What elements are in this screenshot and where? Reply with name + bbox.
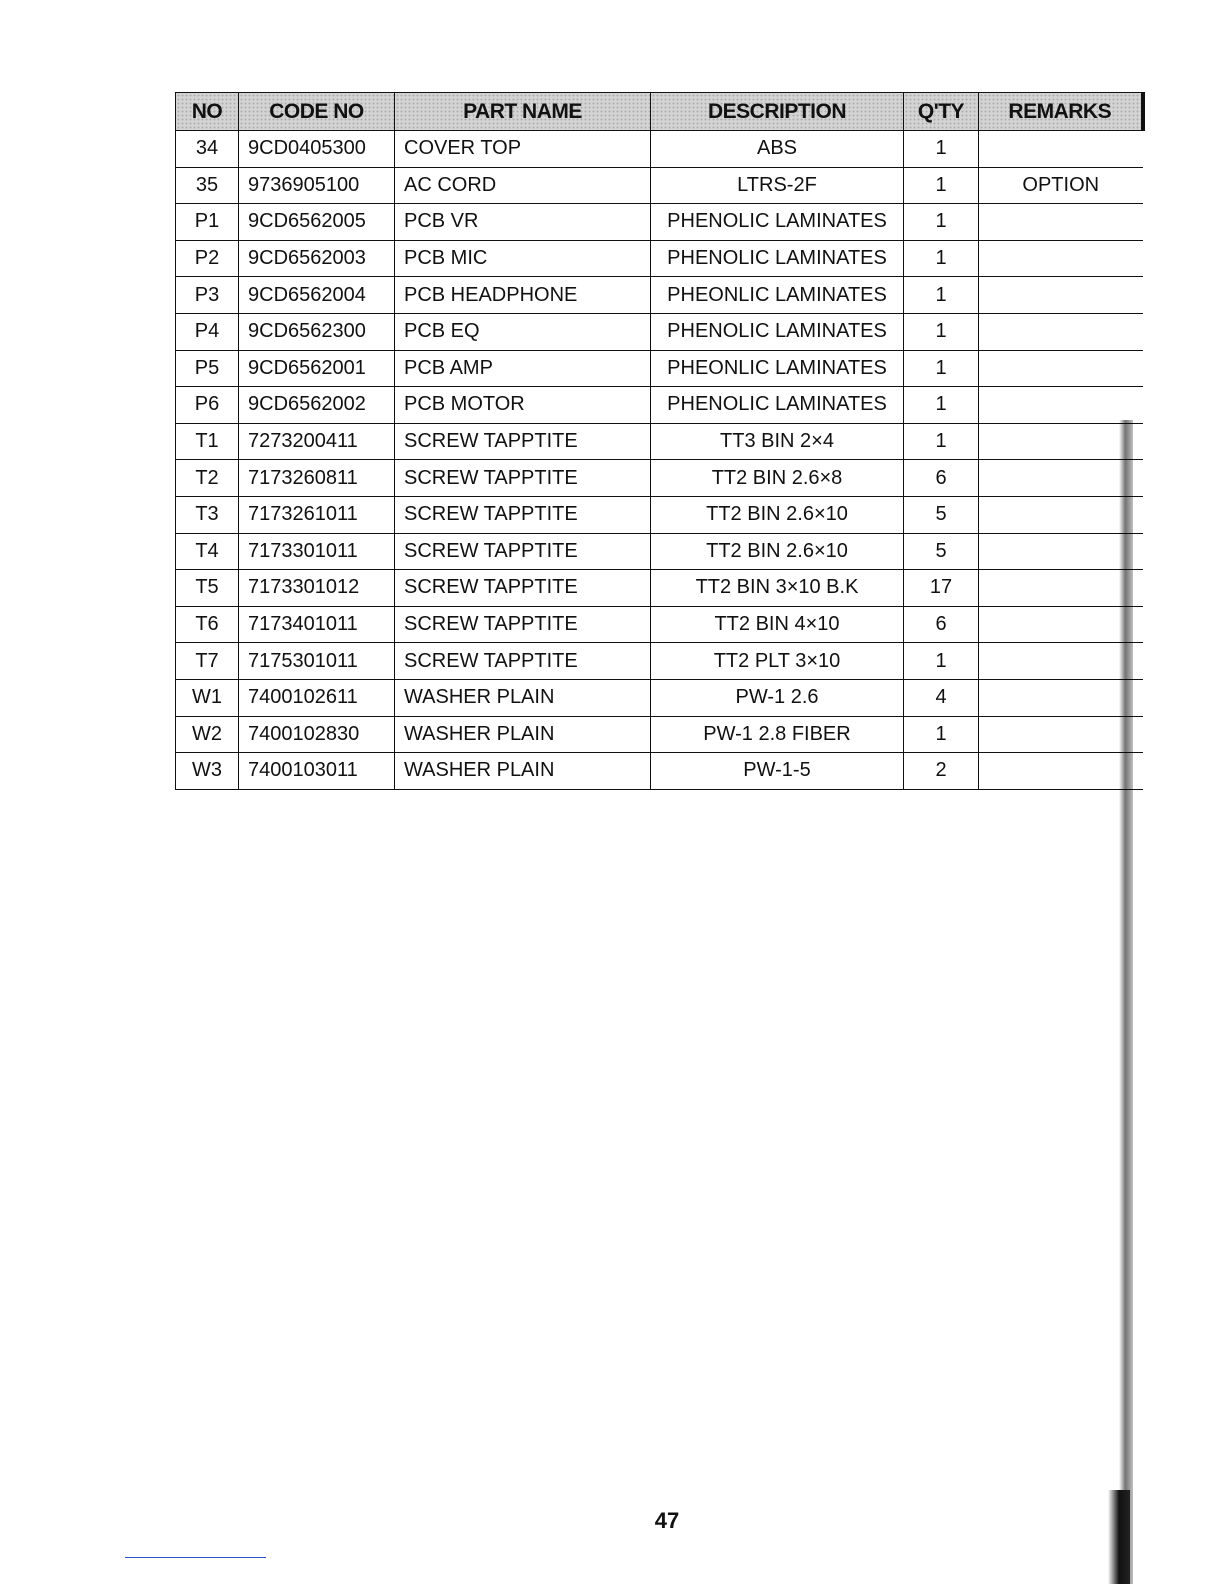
cell-qty: 1 — [904, 131, 979, 168]
cell-no: P1 — [176, 204, 239, 241]
cell-part-name: WASHER PLAIN — [395, 679, 651, 716]
cell-code-no: 9CD6562005 — [239, 204, 395, 241]
cell-qty: 1 — [904, 240, 979, 277]
cell-description: PHENOLIC LAMINATES — [651, 313, 904, 350]
cell-qty: 6 — [904, 606, 979, 643]
header-part-name: PART NAME — [395, 93, 651, 131]
cell-part-name: SCREW TAPPTITE — [395, 533, 651, 570]
cell-qty: 1 — [904, 277, 979, 314]
cell-qty: 5 — [904, 533, 979, 570]
cell-part-name: COVER TOP — [395, 131, 651, 168]
cell-no: P3 — [176, 277, 239, 314]
cell-code-no: 7173301011 — [239, 533, 395, 570]
cell-part-name: WASHER PLAIN — [395, 753, 651, 790]
cell-description: PHEONLIC LAMINATES — [651, 277, 904, 314]
scan-edge-shadow — [1119, 420, 1133, 1584]
cell-description: TT2 BIN 2.6×10 — [651, 533, 904, 570]
cell-remarks — [979, 240, 1143, 277]
cell-part-name: SCREW TAPPTITE — [395, 643, 651, 680]
cell-description: PW-1-5 — [651, 753, 904, 790]
cell-code-no: 7400103011 — [239, 753, 395, 790]
cell-code-no: 7175301011 — [239, 643, 395, 680]
cell-code-no: 9CD6562004 — [239, 277, 395, 314]
cell-description: LTRS-2F — [651, 167, 904, 204]
cell-qty: 1 — [904, 167, 979, 204]
cell-part-name: SCREW TAPPTITE — [395, 423, 651, 460]
cell-code-no: 9CD6562003 — [239, 240, 395, 277]
parts-list-table — [175, 92, 1145, 790]
cell-qty: 1 — [904, 350, 979, 387]
cell-code-no: 7173301012 — [239, 570, 395, 607]
cell-remarks — [979, 716, 1143, 753]
cell-remarks — [979, 496, 1143, 533]
cell-no: P5 — [176, 350, 239, 387]
cell-part-name: PCB AMP — [395, 350, 651, 387]
cell-qty: 1 — [904, 204, 979, 241]
cell-qty: 17 — [904, 570, 979, 607]
cell-description: TT2 BIN 3×10 B.K — [651, 570, 904, 607]
table-row — [176, 533, 1143, 570]
cell-remarks — [979, 204, 1143, 241]
cell-code-no: 7173261011 — [239, 496, 395, 533]
cell-no: W2 — [176, 716, 239, 753]
table-row — [176, 240, 1143, 277]
cell-code-no: 9CD6562001 — [239, 350, 395, 387]
parts-table-body — [176, 131, 1143, 790]
cell-description: ABS — [651, 131, 904, 168]
cell-part-name: PCB VR — [395, 204, 651, 241]
page-number: 47 — [654, 1508, 680, 1533]
cell-qty: 5 — [904, 496, 979, 533]
cell-remarks — [979, 387, 1143, 424]
cell-description: TT3 BIN 2×4 — [651, 423, 904, 460]
cell-description: PHENOLIC LAMINATES — [651, 240, 904, 277]
cell-code-no: 7273200411 — [239, 423, 395, 460]
table-row — [176, 716, 1143, 753]
cell-description: PHENOLIC LAMINATES — [651, 387, 904, 424]
cell-no: W3 — [176, 753, 239, 790]
cell-part-name: SCREW TAPPTITE — [395, 460, 651, 497]
table-row — [176, 204, 1143, 241]
table-row — [176, 423, 1143, 460]
cell-description: TT2 BIN 2.6×10 — [651, 496, 904, 533]
cell-description: TT2 BIN 4×10 — [651, 606, 904, 643]
cell-part-name: SCREW TAPPTITE — [395, 496, 651, 533]
cell-part-name: PCB EQ — [395, 313, 651, 350]
scan-edge-shadow-bottom — [1108, 1490, 1130, 1584]
cell-no: 34 — [176, 131, 239, 168]
cell-part-name: SCREW TAPPTITE — [395, 606, 651, 643]
table-row — [176, 570, 1143, 607]
cell-no: T1 — [176, 423, 239, 460]
cell-no: T6 — [176, 606, 239, 643]
cell-description: PHENOLIC LAMINATES — [651, 204, 904, 241]
footer-rule — [125, 1557, 266, 1558]
cell-part-name: PCB HEADPHONE — [395, 277, 651, 314]
cell-qty: 1 — [904, 423, 979, 460]
cell-description: PHEONLIC LAMINATES — [651, 350, 904, 387]
cell-remarks — [979, 643, 1143, 680]
cell-no: 35 — [176, 167, 239, 204]
cell-no: T7 — [176, 643, 239, 680]
cell-remarks — [979, 131, 1143, 168]
cell-code-no: 7173401011 — [239, 606, 395, 643]
table-row — [176, 460, 1143, 497]
cell-remarks — [979, 679, 1143, 716]
cell-code-no: 9736905100 — [239, 167, 395, 204]
cell-part-name: WASHER PLAIN — [395, 716, 651, 753]
cell-remarks — [979, 350, 1143, 387]
table-row — [176, 643, 1143, 680]
cell-remarks — [979, 533, 1143, 570]
cell-remarks — [979, 753, 1143, 790]
cell-qty: 4 — [904, 679, 979, 716]
cell-remarks — [979, 423, 1143, 460]
cell-description: PW-1 2.6 — [651, 679, 904, 716]
header-remarks: REMARKS — [979, 93, 1143, 131]
header-no: NO — [176, 93, 239, 131]
cell-code-no: 9CD6562002 — [239, 387, 395, 424]
cell-qty: 1 — [904, 716, 979, 753]
cell-code-no: 9CD6562300 — [239, 313, 395, 350]
cell-no: P6 — [176, 387, 239, 424]
cell-code-no: 7400102830 — [239, 716, 395, 753]
cell-no: T3 — [176, 496, 239, 533]
cell-qty: 6 — [904, 460, 979, 497]
cell-description: TT2 PLT 3×10 — [651, 643, 904, 680]
cell-part-name: PCB MIC — [395, 240, 651, 277]
table-header-row — [176, 93, 1143, 131]
header-code-no: CODE NO — [239, 93, 395, 131]
cell-part-name: SCREW TAPPTITE — [395, 570, 651, 607]
header-qty: Q'TY — [904, 93, 979, 131]
cell-qty: 1 — [904, 387, 979, 424]
cell-remarks — [979, 606, 1143, 643]
cell-remarks — [979, 277, 1143, 314]
table-row — [176, 679, 1143, 716]
cell-no: T5 — [176, 570, 239, 607]
cell-no: T4 — [176, 533, 239, 570]
cell-qty: 1 — [904, 643, 979, 680]
cell-code-no: 9CD0405300 — [239, 131, 395, 168]
cell-remarks — [979, 313, 1143, 350]
cell-part-name: PCB MOTOR — [395, 387, 651, 424]
cell-code-no: 7173260811 — [239, 460, 395, 497]
table-row — [176, 387, 1143, 424]
cell-no: T2 — [176, 460, 239, 497]
table-row — [176, 350, 1143, 387]
cell-no: P4 — [176, 313, 239, 350]
cell-remarks: OPTION — [979, 167, 1143, 204]
cell-qty: 1 — [904, 313, 979, 350]
cell-code-no: 7400102611 — [239, 679, 395, 716]
header-description: DESCRIPTION — [651, 93, 904, 131]
cell-qty: 2 — [904, 753, 979, 790]
cell-part-name: AC CORD — [395, 167, 651, 204]
table-row — [176, 496, 1143, 533]
cell-no: W1 — [176, 679, 239, 716]
table-row — [176, 753, 1143, 790]
cell-remarks — [979, 460, 1143, 497]
table-row — [176, 131, 1143, 168]
table-row — [176, 606, 1143, 643]
table-row — [176, 167, 1143, 204]
cell-description: TT2 BIN 2.6×8 — [651, 460, 904, 497]
cell-remarks — [979, 570, 1143, 607]
cell-description: PW-1 2.8 FIBER — [651, 716, 904, 753]
table-row — [176, 313, 1143, 350]
table-row — [176, 277, 1143, 314]
cell-no: P2 — [176, 240, 239, 277]
